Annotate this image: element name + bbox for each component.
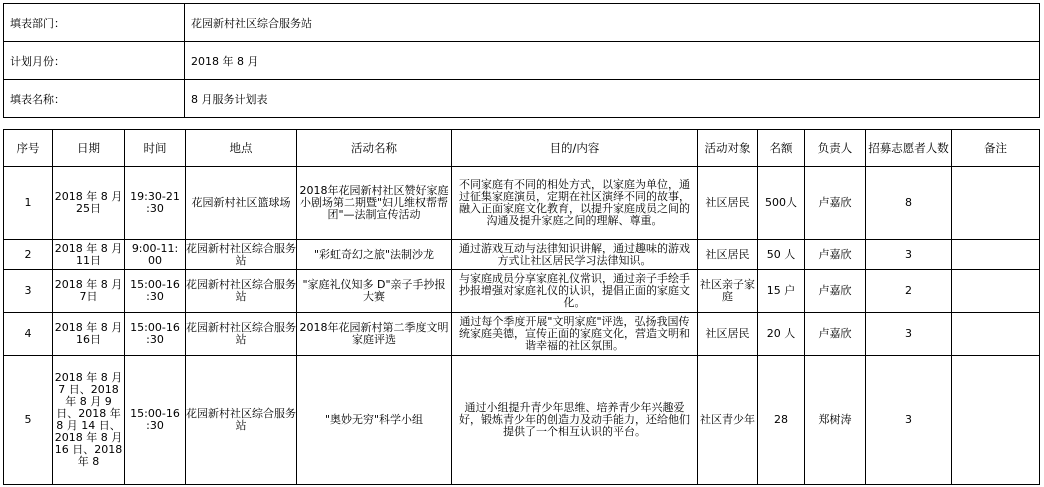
month-label: 计划月份：	[4, 42, 185, 80]
row-quota: 500人	[758, 167, 805, 240]
row-quota: 50 人	[758, 240, 805, 270]
row-volunteers: 3	[866, 240, 952, 270]
row-time: 15:00-16 :30	[125, 356, 186, 485]
row-time: 15:00-16 :30	[125, 270, 186, 313]
row-no: 3	[4, 270, 53, 313]
col-header-date: 日期	[53, 130, 125, 167]
table-row	[4, 313, 1040, 356]
col-header-note: 备注	[952, 130, 1040, 167]
col-header-no: 序号	[4, 130, 53, 167]
row-note	[952, 167, 1040, 240]
row-place: 花园新村社区综合服务站	[186, 356, 297, 485]
row-date: 2018 年 8 月 11日	[53, 240, 125, 270]
row-purpose: 通过游戏互动与法律知识讲解，通过趣味的游戏方式让社区居民学习法律知识。	[452, 240, 698, 270]
row-target: 社区亲子家庭	[698, 270, 758, 313]
dept-value: 花园新村社区综合服务站	[185, 4, 1040, 42]
col-header-target: 活动对象	[698, 130, 758, 167]
row-note	[952, 356, 1040, 485]
info-row-dept	[4, 4, 1040, 42]
row-date: 2018 年 8 月 25日	[53, 167, 125, 240]
row-leader: 卢嘉欣	[805, 167, 866, 240]
row-date: 2018 年 8 月 7 日、2018 年 8 月 9 日、2018 年 8 月 14 日、2018 年 8 月 16 日、2018 年 8	[53, 356, 125, 485]
col-header-purpose: 目的/内容	[452, 130, 698, 167]
row-time: 9:00-11: 00	[125, 240, 186, 270]
table-row	[4, 240, 1040, 270]
row-target: 社区居民	[698, 167, 758, 240]
row-quota: 15 户	[758, 270, 805, 313]
row-leader: 郑树涛	[805, 356, 866, 485]
month-value: 2018 年 8 月	[185, 42, 1040, 80]
row-place: 花园新村社区综合服务站	[186, 313, 297, 356]
row-note	[952, 240, 1040, 270]
form-name-label: 填表名称：	[4, 80, 185, 118]
row-volunteers: 8	[866, 167, 952, 240]
info-row-month	[4, 42, 1040, 80]
table-row	[4, 356, 1040, 485]
header-info-table	[3, 3, 1040, 118]
row-place: 花园新村社区综合服务站	[186, 270, 297, 313]
dept-label: 填表部门：	[4, 4, 185, 42]
row-purpose: 通过每个季度开展"文明家庭"评选，弘扬我国传统家庭美德，宣传正面的家庭文化，营造文明和谐幸福的社区氛围。	[452, 313, 698, 356]
row-quota: 28	[758, 356, 805, 485]
row-date: 2018 年 8 月 16日	[53, 313, 125, 356]
row-no: 4	[4, 313, 53, 356]
row-volunteers: 3	[866, 356, 952, 485]
row-leader: 卢嘉欣	[805, 270, 866, 313]
col-header-time: 时间	[125, 130, 186, 167]
row-place: 花园新村社区综合服务站	[186, 240, 297, 270]
row-time: 19:30-21 :30	[125, 167, 186, 240]
row-purpose: 通过小组提升青少年思维、培养青少年兴趣爱好，锻炼青少年的创造力及动手能力，还给他们提供了一个相互认识的平台。	[452, 356, 698, 485]
row-leader: 卢嘉欣	[805, 313, 866, 356]
col-header-place: 地点	[186, 130, 297, 167]
col-header-leader: 负责人	[805, 130, 866, 167]
col-header-volunteers: 招募志愿者人数	[866, 130, 952, 167]
row-purpose: 与家庭成员分享家庭礼仪常识，通过亲子手绘手抄报增强对家庭礼仪的认识，提倡正面的家庭文化。	[452, 270, 698, 313]
row-activity: "家庭礼仪知多 D"亲子手抄报大赛	[297, 270, 452, 313]
row-note	[952, 270, 1040, 313]
row-volunteers: 2	[866, 270, 952, 313]
row-no: 2	[4, 240, 53, 270]
row-target: 社区青少年	[698, 356, 758, 485]
table-header-row	[4, 130, 1040, 167]
row-activity: "奥妙无穷"科学小组	[297, 356, 452, 485]
row-leader: 卢嘉欣	[805, 240, 866, 270]
col-header-quota: 名额	[758, 130, 805, 167]
row-activity: "彩虹奇幻之旅"法制沙龙	[297, 240, 452, 270]
form-name-value: 8 月服务计划表	[185, 80, 1040, 118]
row-note	[952, 313, 1040, 356]
row-activity: 2018年花园新村社区赞好家庭小剧场第二期暨"妇儿维权帮帮团"—法制宣传活动	[297, 167, 452, 240]
row-purpose: 不同家庭有不同的相处方式，以家庭为单位，通过征集家庭演员，定期在社区演绎不同的故事，融入正面家庭文化教育，以提升家庭成员之间的沟通及提升家庭之间的理解、尊重。	[452, 167, 698, 240]
row-target: 社区居民	[698, 313, 758, 356]
col-header-activity: 活动名称	[297, 130, 452, 167]
row-quota: 20 人	[758, 313, 805, 356]
table-row	[4, 167, 1040, 240]
row-no: 1	[4, 167, 53, 240]
row-target: 社区居民	[698, 240, 758, 270]
row-volunteers: 3	[866, 313, 952, 356]
table-row	[4, 270, 1040, 313]
row-place: 花园新村社区篮球场	[186, 167, 297, 240]
row-date: 2018 年 8 月 7日	[53, 270, 125, 313]
row-activity: 2018年花园新村第二季度文明家庭评选	[297, 313, 452, 356]
info-row-name	[4, 80, 1040, 118]
row-time: 15:00-16 :30	[125, 313, 186, 356]
row-no: 5	[4, 356, 53, 485]
service-plan-table	[3, 129, 1040, 485]
